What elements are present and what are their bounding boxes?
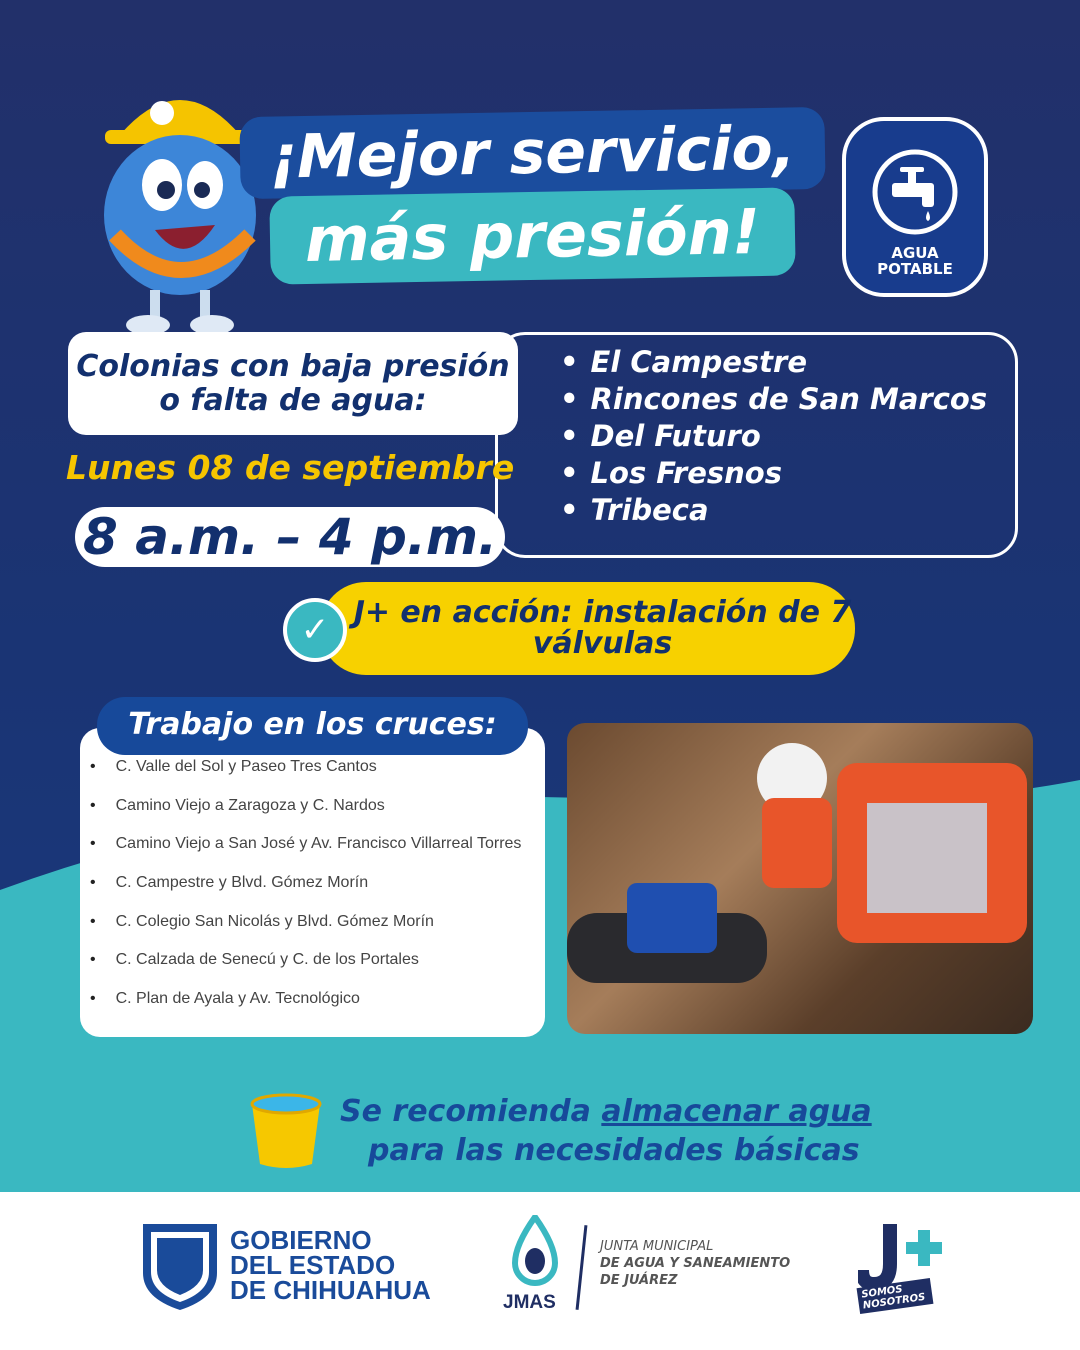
time-range: 8 a.m. – 4 p.m.	[75, 507, 505, 567]
chihuahua-coat-of-arms-logo	[137, 1218, 223, 1312]
cruces-title: Trabajo en los cruces:	[97, 697, 528, 755]
jmas-line2: DE AGUA Y SANEAMIENTO	[600, 1256, 791, 1271]
badge-line1: AGUA	[891, 244, 939, 262]
water-faucet-icon	[870, 147, 960, 237]
bucket-icon	[248, 1090, 324, 1170]
recommendation-line2: para las necesidades básicas	[368, 1133, 860, 1168]
list-item: • Del Futuro	[560, 419, 1010, 456]
gob-line3: DE CHIHUAHUA	[230, 1275, 431, 1305]
jmas-line1: JUNTA MUNICIPAL	[600, 1239, 714, 1254]
jmas-name	[600, 1238, 790, 1289]
date-text: Lunes 08 de septiembre	[66, 448, 515, 487]
water-drop-mascot	[100, 75, 260, 337]
list-item: • Camino Viejo a San José y Av. Francisco Villarreal Torres	[90, 835, 545, 874]
list-item: • Tribeca	[560, 493, 1010, 530]
list-item: • C. Calzada de Senecú y C. de los Portales	[90, 951, 545, 990]
badge-line2: POTABLE	[877, 260, 953, 278]
gobierno-logo-text	[230, 1225, 431, 1305]
list-item: • Rincones de San Marcos	[560, 382, 1010, 419]
recommendation-pre: Se recomienda	[340, 1094, 602, 1129]
headline-line2: más presión!	[269, 187, 795, 284]
jmas-drop-logo	[505, 1215, 565, 1290]
jmas-label: JMAS	[503, 1292, 556, 1313]
cruces-list	[90, 758, 545, 1029]
list-item: • Los Fresnos	[560, 456, 1010, 493]
gob-line2: DEL ESTADO	[230, 1250, 396, 1280]
list-item: • C. Valle del Sol y Paseo Tres Cantos	[90, 758, 545, 797]
list-item: • C. Campestre y Blvd. Gómez Morín	[90, 874, 545, 913]
colonias-label: Colonias con baja presión o falta de agua:	[68, 332, 518, 435]
list-item: • C. Plan de Ayala y Av. Tecnológico	[90, 990, 545, 1029]
jmas-line3: DE JUÁREZ	[600, 1273, 678, 1288]
list-item: • C. Colegio San Nicolás y Blvd. Gómez Morín	[90, 913, 545, 952]
list-item: • Camino Viejo a Zaragoza y C. Nardos	[90, 797, 545, 836]
somos-nosotros-label: SOMOS NOSOTROS	[857, 1278, 934, 1314]
recommendation-highlight: almacenar agua	[601, 1094, 872, 1129]
action-banner: J+ en acción: instalación de 7 válvulas	[320, 582, 855, 675]
worker-installing-valve-photo	[567, 723, 1033, 1034]
agua-potable-badge	[842, 117, 988, 297]
list-item: • El Campestre	[560, 345, 1010, 382]
headline-line1: ¡Mejor servicio,	[239, 107, 825, 199]
gob-line1: GOBIERNO	[230, 1225, 372, 1255]
colonias-list	[560, 345, 1010, 530]
check-icon: ✓	[283, 598, 347, 662]
j-plus-logo	[858, 1220, 946, 1290]
recommendation-text	[340, 1092, 900, 1170]
